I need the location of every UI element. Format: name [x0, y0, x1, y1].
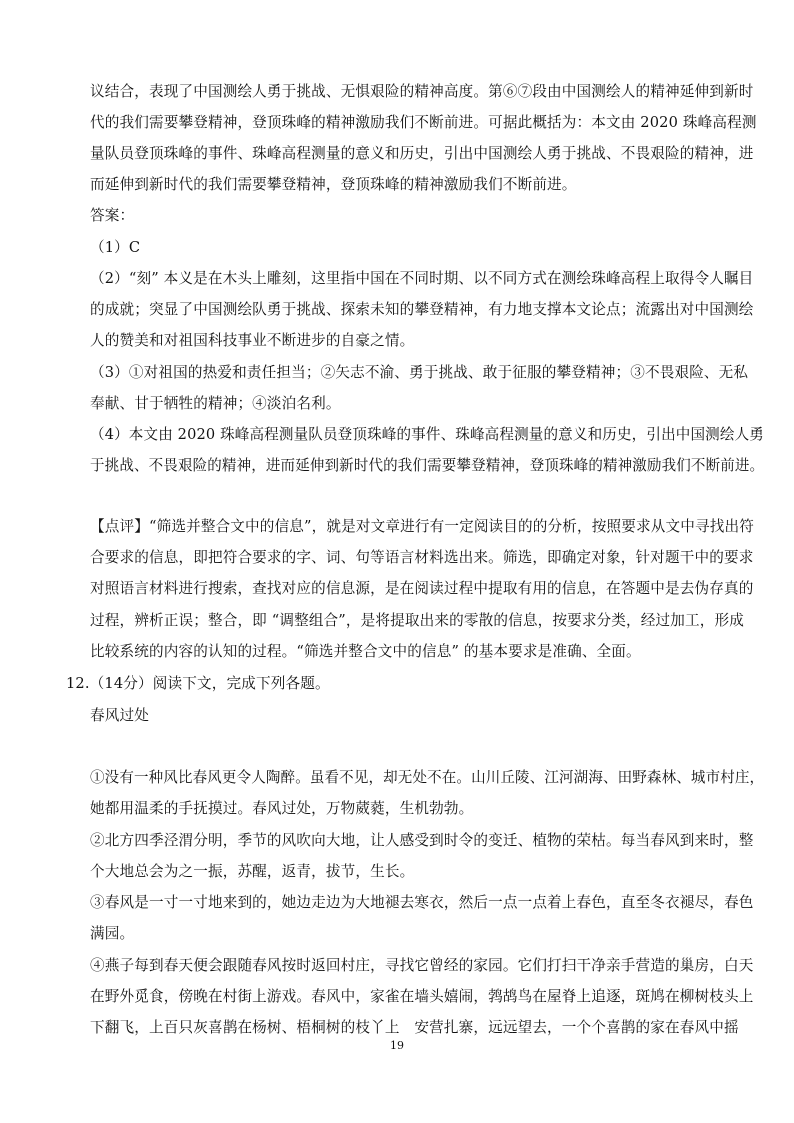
passage-line: ①没有一种风比春风更令人陶醉。虽看不见，却无处不在。山川丘陵、江河湖海、田野森林、城市村庄，	[90, 769, 765, 786]
passage-line: 满园。	[90, 925, 135, 942]
answer-line: 的成就；突显了中国测绘队勇于挑战、探索未知的攀登精神，有力地支撑本文论点；流露出对中国测绘	[90, 301, 754, 318]
passage-line: ②北方四季泾渭分明，季节的风吹向大地，让人感受到时令的变迁、植物的荣枯。每当春风到来时，整	[90, 832, 754, 849]
passage-line: 她都用温柔的手抚摸过。春风过处，万物葳蕤，生机勃勃。	[90, 800, 474, 817]
comment-line: 合要求的信息，即把符合要求的字、词、句等语言材料选出来。筛选，即确定对象，针对题干中的要求	[90, 549, 754, 566]
passage-line: 下翻飞，上百只灰喜鹊在杨树、梧桐树的枝丫上 安营扎寨，远远望去，一个个喜鹊的家在春风中摇	[90, 1019, 739, 1036]
text-line: 而延伸到新时代的我们需要攀登精神，登顶珠峰的精神激励我们不断前进。	[90, 176, 577, 193]
answer-line: （3）①对祖国的热爱和责任担当；②矢志不渝、勇于挑战、敢于征服的攀登精神；③不畏艰险、无私	[90, 364, 749, 381]
answer-line: 于挑战、不畏艰险的精神，进而延伸到新时代的我们需要攀登精神，登顶珠峰的精神激励我们不断前进。	[90, 457, 765, 474]
comment-line: 【点评】“筛选并整合文中的信息”，就是对文章进行有一定阅读目的的分析，按照要求从文中寻找出符	[90, 518, 754, 535]
answer-line: （1）C	[90, 239, 141, 256]
text-line: 代的我们需要攀登精神，登顶珠峰的精神激励我们不断前进。可据此概括为：本文由 2020 珠峰高程测	[90, 114, 757, 131]
passage-title: 春风过处	[90, 707, 149, 724]
page-number: 19	[390, 1039, 404, 1052]
passage-line: ③春风是一寸一寸地来到的，她边走边为大地褪去寒衣，然后一点一点着上春色，直至冬衣褪尽，春色	[90, 894, 754, 911]
answer-line: 人的赞美和对祖国科技事业不断进步的自豪之情。	[90, 332, 415, 349]
passage-line: 在野外觅食，傍晚在村街上游戏。春风中，家雀在墙头嬉闹，鹁鸪鸟在屋脊上追逐，斑鸠在柳树枝头上	[90, 988, 754, 1005]
passage-line: ④燕子每到春天便会跟随春风按时返回村庄，寻找它曾经的家园。它们打扫干净亲手营造的巢房，白天	[90, 957, 754, 974]
comment-line: 对照语言材料进行搜索，查找对应的信息源，是在阅读过程中提取有用的信息，在答题中是去伪存真的	[90, 580, 754, 597]
text-line: 议结合，表现了中国测绘人勇于挑战、无惧艰险的精神高度。第⑥⑦段由中国测绘人的精神延伸到新时	[90, 83, 754, 100]
comment-line: 比较系统的内容的认知的过程。“筛选并整合文中的信息” 的基本要求是准确、全面。	[90, 643, 641, 660]
text-line: 量队员登顶珠峰的事件、珠峰高程测量的意义和历史，引出中国测绘人勇于挑战、不畏艰险的精神，进	[90, 145, 754, 162]
passage-line: 个大地总会为之一振，苏醒，返青，拔节，生长。	[90, 863, 415, 880]
answer-line: 奉献、甘于牺牲的精神；④淡泊名利。	[90, 395, 341, 412]
answer-line: （2）“刻” 本义是在木头上雕刻，这里指中国在不同时期、以不同方式在测绘珠峰高程上取得令人瞩目	[90, 270, 754, 287]
comment-line: 过程，辨析正误；整合，即 “调整组合”，是将提取出来的零散的信息，按要求分类，经过加工，形成	[90, 612, 744, 629]
answer-heading: 答案：	[90, 207, 135, 224]
question-12-heading: 12.（14分）阅读下文，完成下列各题。	[66, 675, 330, 692]
answer-line: （4）本文由 2020 珠峰高程测量队员登顶珠峰的事件、珠峰高程测量的意义和历史，引出中国测绘人勇	[90, 426, 764, 443]
